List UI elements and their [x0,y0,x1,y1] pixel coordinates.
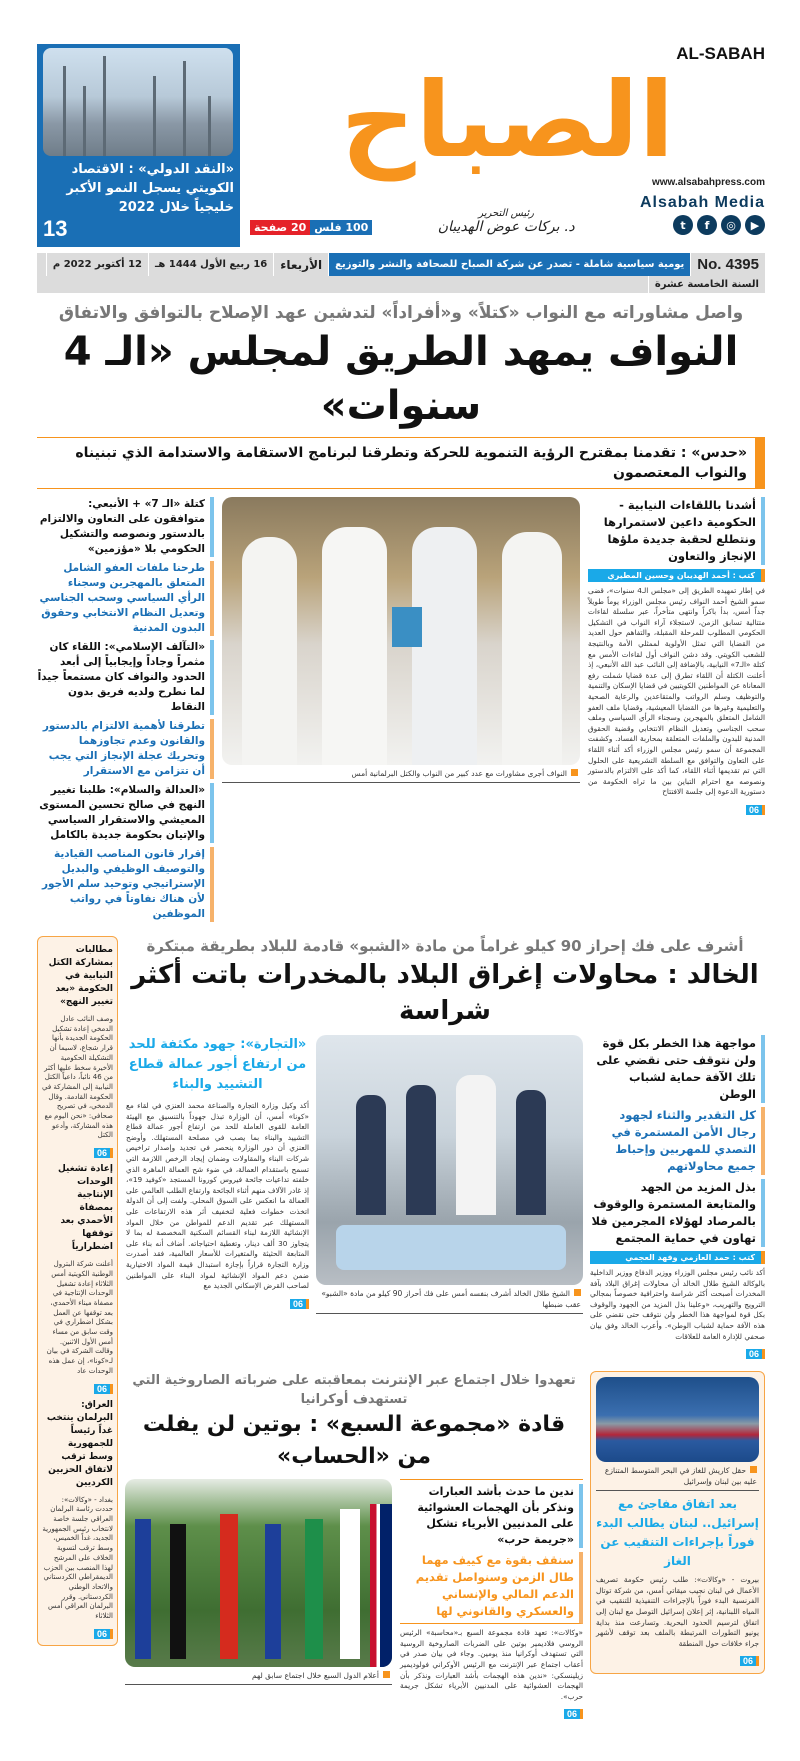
sidebar-headline[interactable]: إعادة تشغيل الوحدات الإنتاجية بمصفاة الأحمدي بعد توقفها اضطرارياً [57,1164,113,1253]
promo-headline[interactable]: «النقد الدولي» : الاقتصاد الكويتي يسجل النمو الأكبر خليجياً خلال 2022 [66,162,234,215]
drugs-quote: بذل المزيد من الجهد والمتابعة المستمرة والوقوف بالمرصاد لهؤلاء المجرمين فلا تهاون في حماية المجتمع [590,1179,765,1247]
lead-photo [222,497,580,765]
lead-point: إقرار قانون المناصب القيادية والتوصيف الوظيفي والبديل الإستراتيجي وتوحيد سلم الأجور لأن هناك تفاوتاً في رواتب الموظفين [37,847,214,922]
gas-rig-photo [596,1377,759,1462]
continued-page-link[interactable]: 06 [746,1349,765,1359]
continued-page-link[interactable]: 06 [746,805,765,815]
continued-page-link[interactable]: 06 [94,1384,113,1394]
date-bar [37,253,765,293]
editor-label: رئيس التحرير [478,208,534,219]
lebanon-photo-caption: حقل كاريش للغاز في البحر المتوسط المتنازع عليه بين لبنان وإسرائيل [596,1462,759,1491]
promo-box[interactable] [37,44,240,247]
continued-page-link[interactable]: 06 [740,1656,759,1666]
year: السنة الخامسة عشرة [648,276,765,293]
lead-row [37,497,765,926]
continued-page-link[interactable]: 06 [94,1629,113,1639]
lead-left-column [37,497,214,926]
price-badge [250,220,372,235]
g7-headline[interactable]: قادة «مجموعة السبع» : بوتين لن يفلت من «الحساب» [142,1412,566,1470]
masthead-brand [250,44,765,247]
media-label: Alsabah Media [639,194,765,211]
g7-flags-photo [125,1479,392,1667]
g7-column [400,1479,583,1721]
drugs-photo [316,1035,583,1285]
g7-quote: ندين ما حدث بأشد العبارات ونذكر بأن الهجمات العشوائية على المدنيين الأبرياء تشكل «جريمة حرب» [400,1484,583,1548]
drugs-byline: كتب : حمد العازمي وفهد العجمي [590,1251,765,1264]
drugs-photo-block [316,1035,583,1314]
g7-body: «وكالات»: تعهد قادة مجموعة السبع بـ«محاسبة» الرئيس الروسي فلاديمير بوتين على الضربات الصاروخية الروسية التي تستهدف أوكرانيا منذ يومين. وجاء في بيان صدر في أعقاب اجتماع عبر الإنترنت مع الرئيس الأوكراني فولوديمير زيلينسكي: «ندين هذه الهجمات بأشد العبارات ونذكر بأن الهجمات العشوائية على المدنيين الأبرياء تشكل جريمة حرب». [400,1628,583,1701]
sidebar-headline[interactable]: مطالبات بمشاركة الكتل النيابية في الحكومة «بعد تغيير النهج» [48,945,113,1007]
editor-block [438,208,575,235]
continued-page-link[interactable]: 06 [290,1299,309,1309]
lead-quote: أشدنا باللقاءات النيابية - الحكومية داعين لاستمرارها ونتطلع لحقبة جديدة ملؤها الإنجاز والتعاون [588,497,765,565]
price: 100 فلس [310,220,372,235]
g7-quote: سنقف بقوة مع كييف مهما طال الزمن وسنواصل تقديم الدعم المالي والإنساني والعسكري والقانوني لها [400,1552,583,1624]
drugs-photo-caption: الشيخ طلال الخالد أشرف بنفسه أمس على فك أحراز 90 كيلو من مادة «الشبو» عقب ضبطها [316,1285,583,1314]
lead-photo-caption: النواف أجرى مشاورات مع عدد كبير من النواب والكتل البرلمانية أمس [222,765,580,783]
continued-page-link[interactable]: 06 [94,1148,113,1158]
refinery-photo [43,48,233,156]
social-icons [673,215,765,235]
pages-count: 20 صفحة [250,220,310,235]
lead-point: «العدالة والسلام»: طلبنا تغيير النهج في صالح تحسين المستوى المعيشي والاستقرار السياسي والإتيان بحكومة جديدة بالكامل [37,783,214,843]
drugs-quote: مواجهة هذا الخطر بكل قوة ولن نتوقف حتى نقضي على تلك الآفة حماية لشباب الوطن [590,1035,765,1103]
drugs-headline[interactable]: الخالد : محاولات إغراق البلاد بالمخدرات باتت أكثر شراسة [131,960,759,1026]
logo: الصباح [340,59,675,181]
editor-signature: د. بركات عوض الهديبان [437,219,575,235]
g7-photo-caption: أعلام الدول السبع خلال اجتماع سابق لهم [125,1667,392,1685]
day: الأربعاء [273,253,328,276]
lebanon-headline[interactable]: بعد اتفاق مفاجئ مع إسرائيل.. لبنان يطالب البدء فوراً بإجراءات التنقيب عن الغاز [596,1497,759,1569]
media-block [640,194,765,235]
lead-point: تطرقنا لأهمية الالتزام بالدستور والقانون وعدم تجاوزهما وتحريك عجلة الإنجاز التي يجب أن تتزامن مع الاستقرار [37,719,214,779]
lead-headline[interactable]: النواف يمهد الطريق لمجلس «الـ 4 سنوات» [63,329,739,429]
logo-english: AL-SABAH [676,44,765,63]
youtube-icon[interactable]: ▶ [745,215,765,235]
drugs-quote: كل التقدير والثناء لجهود رجال الأمن المستمرة في التصدي للمهربين وإحباط جميع محاولاتهم [590,1107,765,1175]
g7-row [125,1371,765,1721]
masthead-info-row [250,194,765,235]
lead-right-column [588,497,765,817]
g7-kicker: تعهدوا خلال اجتماع عبر الإنترنت بمعاقبته على ضرباته الصاروخية التي تستهدف أوكرانيا [132,1373,576,1408]
g7-photo-block [125,1479,392,1685]
lead-kicker: واصل مشاوراته مع النواب «كتلاً» و«أفراداً» لتدشين عهد الإصلاح بالتوافق والاتفاق [58,303,744,323]
lead-strap: «حدس» : تقدمنا بمقترح الرؤية التنموية للحركة وتطرقنا لبرنامج الاستقامة والاستدامة الذي تبنيناه والنواب المعتصمون [37,437,765,489]
hijri-date: 16 ربيع الأول 1444 هـ [148,253,273,276]
g7-body-row [125,1479,583,1721]
drugs-row [125,1035,765,1361]
commerce-headline[interactable]: «التجارة»: جهود مكثفة للحد من ارتفاع أجور عمالة قطاع التشييد والبناء [128,1037,307,1092]
drugs-body: أكد نائب رئيس مجلس الوزراء ووزير الدفاع ووزير الداخلية بالوكالة الشيخ طلال الخالد أن محاولات إغراق البلاد بآفة المخدرات أصبحت أكثر شراسة واحترافية خصوصاً بمجالي الترويج والتهريب، «وعلينا بذل المزيد من الجهود والوقوف بكل قوة لمواجهة هذا الخطر ولن نتوقف حتى نقضي على هذه الآفة حماية لشباب الوطن». وأعرب الخالد وفق بيان صحفي للإدارة العامة للعلاقات [590,1268,765,1341]
promo-page-number: 13 [43,216,68,241]
lead-point: «التآلف الإسلامي»: اللقاء كان مثمراً وجاداً وإيجابياً إلى أبعد الحدود والنواف كان مستمعاً جيداً لما نطرح ولديه فريق بدون النقاط [37,640,214,715]
sidebar-body: أعلنت شركة البترول الوطنية الكويتية أمس الثلاثاء إعادة تشغيل الوحدات الإنتاجية في مصفاة ميناء الأحمدي، بعد توقفها عن العمل بشكل اضطراري في وقت سابق من مساء أمس الأول الاثنين. وقالت الشركة في بيان لـ«كونا»، إن عمل هذه الوحدات عاد [46,1260,113,1375]
commerce-article [126,1035,309,1311]
sidebar-body: بغداد - «وكالات»: حددت رئاسة البرلمان العراقي جلسة خاصة لانتخاب رئيس الجمهورية الجديد، غداً الخميس، وسط ترقب لتسوية الخلاف على المرشح لهذا المنصب بين الحزب الديمقراطي الكردستاني والاتحاد الوطني الكردستاني. وقرر البرلمان العراقي أمس الثلاثاء [42,1495,113,1621]
g7-article [125,1371,583,1721]
gregorian-date: 12 أكتوبر 2022 م [46,253,148,276]
tagline: يومية سياسية شاملة - تصدر عن شركة الصباح للصحافة والنشر والتوزيع [328,253,690,276]
sidebar-headline[interactable]: العراق: البرلمان ينتخب غداً رئيساً للجمهورية وسط ترقب لاتفاق الحزبين الكرديين [46,1399,113,1488]
facebook-icon[interactable]: f [697,215,717,235]
masthead [37,44,765,247]
twitter-icon[interactable]: t [673,215,693,235]
lead-point: كتلة «الـ 7» + الأنبعي: متوافقون على التعاون والالتزام بالدستور ونصوصه والتشكيل الحكومي بلا «مؤزمين» [37,497,214,557]
website-link[interactable]: www.alsabahpress.com [651,177,765,188]
sidebar-body: وصف النائب عادل الدمخي إعادة تشكيل الحكومة الجديدة بأنها قرار شجاع، لاسيما أن التشكيلة الحكومية الأخيرة سخط عليها أكثر من 46 نائباً، داعياً الكتل النيابية إلى المشاركة في الحكومة القادمة. وقال الدمخي، في تصريح صحافي: «نحن اليوم مع هذه المشاركة، وأدعو الكتل [42,1015,113,1140]
lower-section [37,936,765,1721]
lead-point: طرحنا ملفات العفو الشامل المتعلق بالمهجرين وسجناء الرأي السياسي وسحب الجناسي وتعديل النظام الانتخابي وحقوق البدون المدنية [37,561,214,636]
lead-photo-block [222,497,580,783]
drugs-kicker: أشرف على فك إحراز 90 كيلو غراماً من مادة «الشبو» قادمة للبلاد بطريقة مبتكرة [146,937,744,955]
lead-byline: كتب : أحمد الهديبان وحسين المطيري [588,569,765,582]
continued-page-link[interactable]: 06 [564,1709,583,1719]
issue-number: No. 4395 [690,253,765,276]
lebanon-article [590,1371,765,1674]
lebanon-body: بيروت - «وكالات»: طلب رئيس حكومة تصريف الأعمال في لبنان نجيب ميقاتي أمس، من شركة توتال الفرنسية البدء فوراً بالإجراءات التنفيذية للتنقيب في المياه اللبنانية، إثر إعلان إسرائيل التوصل مع لبنان إلى اتفاق لترسيم الحدود البحرية. وتسارعت منذ بداية يونيو التطورات المرتبطة بالملف بعد توقف لأشهر جراء خلافات حول المنطقة [596,1575,759,1648]
instagram-icon[interactable]: ◎ [721,215,741,235]
lead-body: في إطار تمهيده الطريق إلى «مجلس الـ4 سنوات»، قضى سمو الشيخ أحمد النواف رئيس مجلس الوزراء يوماً طويلاً جداً أمس، بدأ باكراً وانتهى متأخراً، عبر سلسلة لقاءات متتالية تسابق الزمن، لاستجلاء آراء النواب في التشكيل الحكومي المطلوب للمرحلة المقبلة، والتفاهم حول العديد من القضايا التي تمثل الأولوية لممثلي الأمة وبالنتيجة للشعب الكويتي. وقد دشن النواف أول لقاءات الأمس مع كتلة «الـ7» النيابية، بالإضافة إلى النائب عبد الله الأنبعي، إذ أعلنت الكتلة أن اللقاء تطرق إلى عدة قضايا شملت رفع المعاناة عن المواطنين الكويتيين في قضايا الإسكان والتنمية والتوظيف وسلم الرواتب والمتقاعدين والرعاية الصحية والتعليمية وغيرها من القضايا المعيشية، وقضايا ملف العفو الشامل المتعلق بالمهجرين وسجناء الرأي السياسي وملف سحب الجناسي وتعديل النظام الانتخابي وقضية الحقوق المدنية للبدون والملفات المتعلقة بمحاربة الفساد. وكشفت المجموعة أن سمو رئيس مجلس الوزراء أكد أثناء اللقاء على التعاون والتوافق مع السلطة التشريعية على الحلول التي تم تقديمها أثناء اللقاء، كما أكد على الالتزام بالدستور ونصوصه مع احترام التباين بين ما تراه الحكومة من دستورية الدعوة إلى جلسة الافتتاح [588,586,765,797]
commerce-body: أكد وكيل وزارة التجارة والصناعة محمد العنزي في لقاء مع «كونا» أمس، أن الوزارة تبذل جهوداً بالتنسيق مع الهيئة العامة للقوى العاملة للحد من ارتفاع أجور عمالة قطاع التشييد والبناء بما يصب في مصلحة المستهلك. وأوضح العنزي أن دور الوزارة ينحصر في تجديد وإصدار تراخيص شركات البناء والمقاولات وضمان إيجاد الرخص اللازمة التي تسمح باستقدام العمالة، في ضوء شح العمالة الماهرة الذي خلفته تداعيات جائحة فيروس كورونا المستجد «كوفيد 19»، إذ غادر الآلاف منهم أثناء الجائحة وارتفاع الطلب العالمي على العمالة ما انعكس على السوق المحلي. ولفت إلى أن الدولة اتخذت خطوات فعلية لتخفيف أثر هذه الارتفاعات على المستهلك عبر تقديم الدعم للمواطن من خلال المواد الإنشائية اللازمة لبناء القسائم السكنية المخصصة له بما لا يتجاوز 30 ألف دينار، وتغطية احتياجاته. أضاف أنه بناء على المتابعة الحثيثة والمتغيرات للأسعار العالمية، فقد أصدرت وزارة التجارة قراراً بإجازة استبدال قيمة المواد الاختيارية ضمن دعم المواد الإنشائية لمواد البناء على المواطنين لصاحب القرض الإسكاني الجديد مع [126,1101,309,1291]
lower-main [125,936,765,1721]
drugs-right-column [590,1035,765,1361]
news-sidebar [37,936,118,1646]
